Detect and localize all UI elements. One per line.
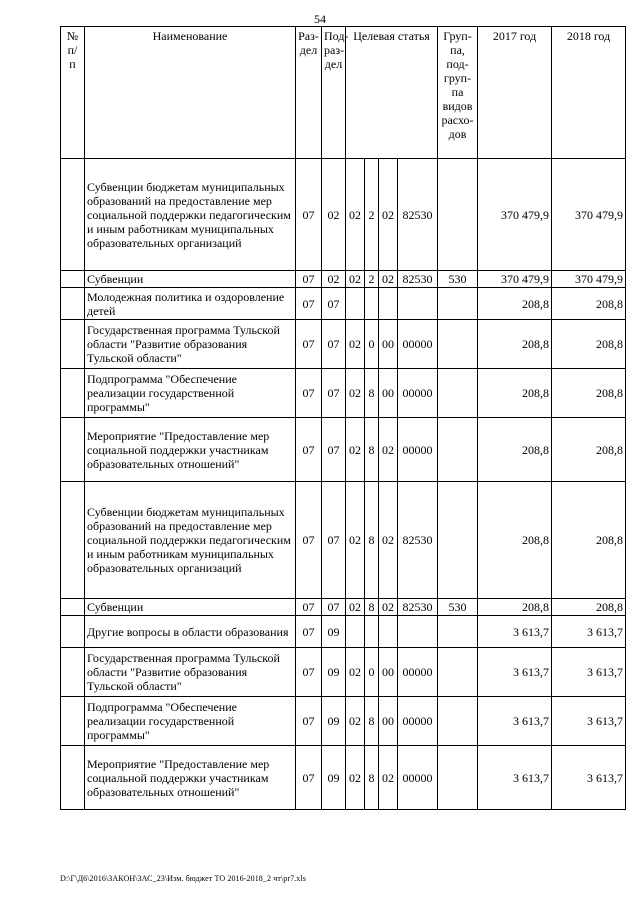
cell-target-program: 02 bbox=[346, 418, 365, 482]
cell-target-program: 02 bbox=[346, 271, 365, 288]
table-row bbox=[61, 418, 626, 482]
cell-target-subprogram: 8 bbox=[365, 697, 379, 746]
cell-2017: 370 479,9 bbox=[478, 271, 552, 288]
cell-name: Субвенции bbox=[85, 599, 296, 616]
cell-expense-group bbox=[438, 159, 478, 271]
cell-podrazdel: 07 bbox=[322, 369, 346, 418]
cell-target-event bbox=[379, 288, 398, 320]
cell-target-program: 02 bbox=[346, 599, 365, 616]
cell-num bbox=[61, 616, 85, 648]
cell-2017: 3 613,7 bbox=[478, 616, 552, 648]
col-header-group: Груп- па, под- груп- па видов расхо- дов bbox=[438, 27, 478, 159]
table-row bbox=[61, 482, 626, 599]
cell-num bbox=[61, 369, 85, 418]
cell-expense-group: 530 bbox=[438, 271, 478, 288]
cell-podrazdel: 09 bbox=[322, 746, 346, 810]
cell-num bbox=[61, 159, 85, 271]
cell-podrazdel: 09 bbox=[322, 697, 346, 746]
table-row bbox=[61, 159, 626, 271]
table-row bbox=[61, 616, 626, 648]
cell-podrazdel: 09 bbox=[322, 616, 346, 648]
cell-razdel: 07 bbox=[296, 418, 322, 482]
cell-target-program: 02 bbox=[346, 320, 365, 369]
cell-target-direction: 82530 bbox=[398, 271, 438, 288]
cell-target-program: 02 bbox=[346, 648, 365, 697]
cell-num bbox=[61, 648, 85, 697]
cell-target-event: 02 bbox=[379, 746, 398, 810]
cell-expense-group bbox=[438, 320, 478, 369]
table-row bbox=[61, 369, 626, 418]
cell-name: Субвенции bbox=[85, 271, 296, 288]
cell-target-direction: 00000 bbox=[398, 369, 438, 418]
cell-target-program bbox=[346, 616, 365, 648]
table-row bbox=[61, 697, 626, 746]
cell-2017: 3 613,7 bbox=[478, 697, 552, 746]
cell-2018: 208,8 bbox=[552, 369, 626, 418]
cell-expense-group bbox=[438, 746, 478, 810]
table-header-row bbox=[61, 27, 626, 159]
cell-name: Государственная программа Тульской области "Развитие образования Тульской области" bbox=[85, 648, 296, 697]
cell-podrazdel: 07 bbox=[322, 320, 346, 369]
cell-target-event bbox=[379, 616, 398, 648]
cell-2018: 370 479,9 bbox=[552, 271, 626, 288]
cell-name: Субвенции бюджетам муниципальных образований на предоставление мер социальной поддержки педагогическим и иным работникам муниципальных образовательных организаций bbox=[85, 482, 296, 599]
cell-podrazdel: 07 bbox=[322, 418, 346, 482]
cell-target-event: 02 bbox=[379, 271, 398, 288]
cell-target-event: 00 bbox=[379, 697, 398, 746]
cell-2018: 3 613,7 bbox=[552, 648, 626, 697]
cell-target-program: 02 bbox=[346, 159, 365, 271]
cell-2018: 370 479,9 bbox=[552, 159, 626, 271]
cell-target-direction: 82530 bbox=[398, 599, 438, 616]
cell-name: Мероприятие "Предоставление мер социальной поддержки участникам образовательных отношений" bbox=[85, 418, 296, 482]
col-header-2018: 2018 год bbox=[552, 27, 626, 159]
cell-name: Подпрограмма "Обеспечение реализации государственной программы" bbox=[85, 369, 296, 418]
budget-table bbox=[60, 26, 626, 810]
cell-target-program: 02 bbox=[346, 482, 365, 599]
cell-2017: 370 479,9 bbox=[478, 159, 552, 271]
col-header-name: Наименование bbox=[85, 27, 296, 159]
cell-razdel: 07 bbox=[296, 697, 322, 746]
cell-target-subprogram bbox=[365, 616, 379, 648]
cell-razdel: 07 bbox=[296, 482, 322, 599]
cell-2018: 3 613,7 bbox=[552, 746, 626, 810]
cell-target-direction: 82530 bbox=[398, 159, 438, 271]
cell-target-event: 00 bbox=[379, 320, 398, 369]
table-body bbox=[61, 159, 626, 810]
cell-2018: 208,8 bbox=[552, 418, 626, 482]
cell-razdel: 07 bbox=[296, 648, 322, 697]
cell-target-subprogram: 0 bbox=[365, 648, 379, 697]
cell-target-subprogram: 0 bbox=[365, 320, 379, 369]
cell-2017: 3 613,7 bbox=[478, 746, 552, 810]
cell-expense-group bbox=[438, 482, 478, 599]
cell-2018: 208,8 bbox=[552, 288, 626, 320]
cell-razdel: 07 bbox=[296, 271, 322, 288]
cell-target-event: 00 bbox=[379, 648, 398, 697]
cell-podrazdel: 07 bbox=[322, 482, 346, 599]
cell-num bbox=[61, 288, 85, 320]
cell-target-subprogram: 8 bbox=[365, 599, 379, 616]
cell-2018: 208,8 bbox=[552, 320, 626, 369]
cell-name: Другие вопросы в области образования bbox=[85, 616, 296, 648]
cell-num bbox=[61, 599, 85, 616]
cell-target-subprogram: 2 bbox=[365, 159, 379, 271]
cell-target-event: 02 bbox=[379, 482, 398, 599]
cell-podrazdel: 09 bbox=[322, 648, 346, 697]
cell-num bbox=[61, 320, 85, 369]
cell-name: Субвенции бюджетам муниципальных образований на предоставление мер социальной поддержки педагогическим и иным работникам муниципальных образовательных организаций bbox=[85, 159, 296, 271]
cell-num bbox=[61, 271, 85, 288]
cell-2018: 3 613,7 bbox=[552, 616, 626, 648]
cell-expense-group bbox=[438, 288, 478, 320]
col-header-razdel: Раз- дел bbox=[296, 27, 322, 159]
cell-target-direction: 00000 bbox=[398, 418, 438, 482]
footer-file-path: D:\Г\Д6\2016\ЗАКОН\ЗАС_23\Изм. бюджет ТО 2016-2018_2 чт\pr7.xls bbox=[60, 874, 306, 883]
cell-num bbox=[61, 697, 85, 746]
cell-target-subprogram: 2 bbox=[365, 271, 379, 288]
table-row bbox=[61, 648, 626, 697]
page-number: 54 bbox=[314, 12, 326, 26]
cell-name: Молодежная политика и оздоровление детей bbox=[85, 288, 296, 320]
cell-podrazdel: 02 bbox=[322, 271, 346, 288]
cell-target-program: 02 bbox=[346, 369, 365, 418]
cell-name: Мероприятие "Предоставление мер социальной поддержки участникам образовательных отношений" bbox=[85, 746, 296, 810]
cell-target-direction: 82530 bbox=[398, 482, 438, 599]
col-header-num: № п/ п bbox=[61, 27, 85, 159]
table-row bbox=[61, 746, 626, 810]
cell-target-event: 02 bbox=[379, 418, 398, 482]
col-header-target: Целевая статья bbox=[346, 27, 438, 159]
cell-name: Подпрограмма "Обеспечение реализации государственной программы" bbox=[85, 697, 296, 746]
cell-expense-group bbox=[438, 648, 478, 697]
cell-2017: 208,8 bbox=[478, 418, 552, 482]
cell-target-event: 02 bbox=[379, 599, 398, 616]
cell-target-direction: 00000 bbox=[398, 746, 438, 810]
cell-target-direction bbox=[398, 616, 438, 648]
cell-target-subprogram: 8 bbox=[365, 746, 379, 810]
cell-2017: 208,8 bbox=[478, 369, 552, 418]
cell-razdel: 07 bbox=[296, 599, 322, 616]
cell-2018: 208,8 bbox=[552, 482, 626, 599]
cell-target-event: 00 bbox=[379, 369, 398, 418]
cell-target-direction: 00000 bbox=[398, 697, 438, 746]
cell-podrazdel: 07 bbox=[322, 288, 346, 320]
cell-expense-group: 530 bbox=[438, 599, 478, 616]
cell-target-subprogram bbox=[365, 288, 379, 320]
cell-target-direction: 00000 bbox=[398, 648, 438, 697]
cell-razdel: 07 bbox=[296, 320, 322, 369]
table-row bbox=[61, 288, 626, 320]
cell-target-program: 02 bbox=[346, 697, 365, 746]
table-row bbox=[61, 599, 626, 616]
cell-podrazdel: 02 bbox=[322, 159, 346, 271]
cell-razdel: 07 bbox=[296, 159, 322, 271]
cell-2017: 208,8 bbox=[478, 599, 552, 616]
cell-expense-group bbox=[438, 616, 478, 648]
cell-num bbox=[61, 482, 85, 599]
cell-2017: 3 613,7 bbox=[478, 648, 552, 697]
table-row bbox=[61, 320, 626, 369]
cell-2017: 208,8 bbox=[478, 482, 552, 599]
cell-podrazdel: 07 bbox=[322, 599, 346, 616]
cell-2018: 3 613,7 bbox=[552, 697, 626, 746]
cell-target-direction: 00000 bbox=[398, 320, 438, 369]
col-header-podrazdel: Под- раз- дел bbox=[322, 27, 346, 159]
cell-razdel: 07 bbox=[296, 746, 322, 810]
cell-target-subprogram: 8 bbox=[365, 482, 379, 599]
cell-2018: 208,8 bbox=[552, 599, 626, 616]
table-row bbox=[61, 271, 626, 288]
cell-razdel: 07 bbox=[296, 288, 322, 320]
cell-target-direction bbox=[398, 288, 438, 320]
cell-name: Государственная программа Тульской области "Развитие образования Тульской области" bbox=[85, 320, 296, 369]
cell-target-subprogram: 8 bbox=[365, 418, 379, 482]
cell-expense-group bbox=[438, 418, 478, 482]
cell-target-program bbox=[346, 288, 365, 320]
cell-2017: 208,8 bbox=[478, 288, 552, 320]
cell-target-program: 02 bbox=[346, 746, 365, 810]
cell-expense-group bbox=[438, 369, 478, 418]
cell-target-subprogram: 8 bbox=[365, 369, 379, 418]
cell-razdel: 07 bbox=[296, 616, 322, 648]
col-header-2017: 2017 год bbox=[478, 27, 552, 159]
cell-num bbox=[61, 746, 85, 810]
cell-razdel: 07 bbox=[296, 369, 322, 418]
cell-num bbox=[61, 418, 85, 482]
cell-target-event: 02 bbox=[379, 159, 398, 271]
cell-expense-group bbox=[438, 697, 478, 746]
cell-2017: 208,8 bbox=[478, 320, 552, 369]
